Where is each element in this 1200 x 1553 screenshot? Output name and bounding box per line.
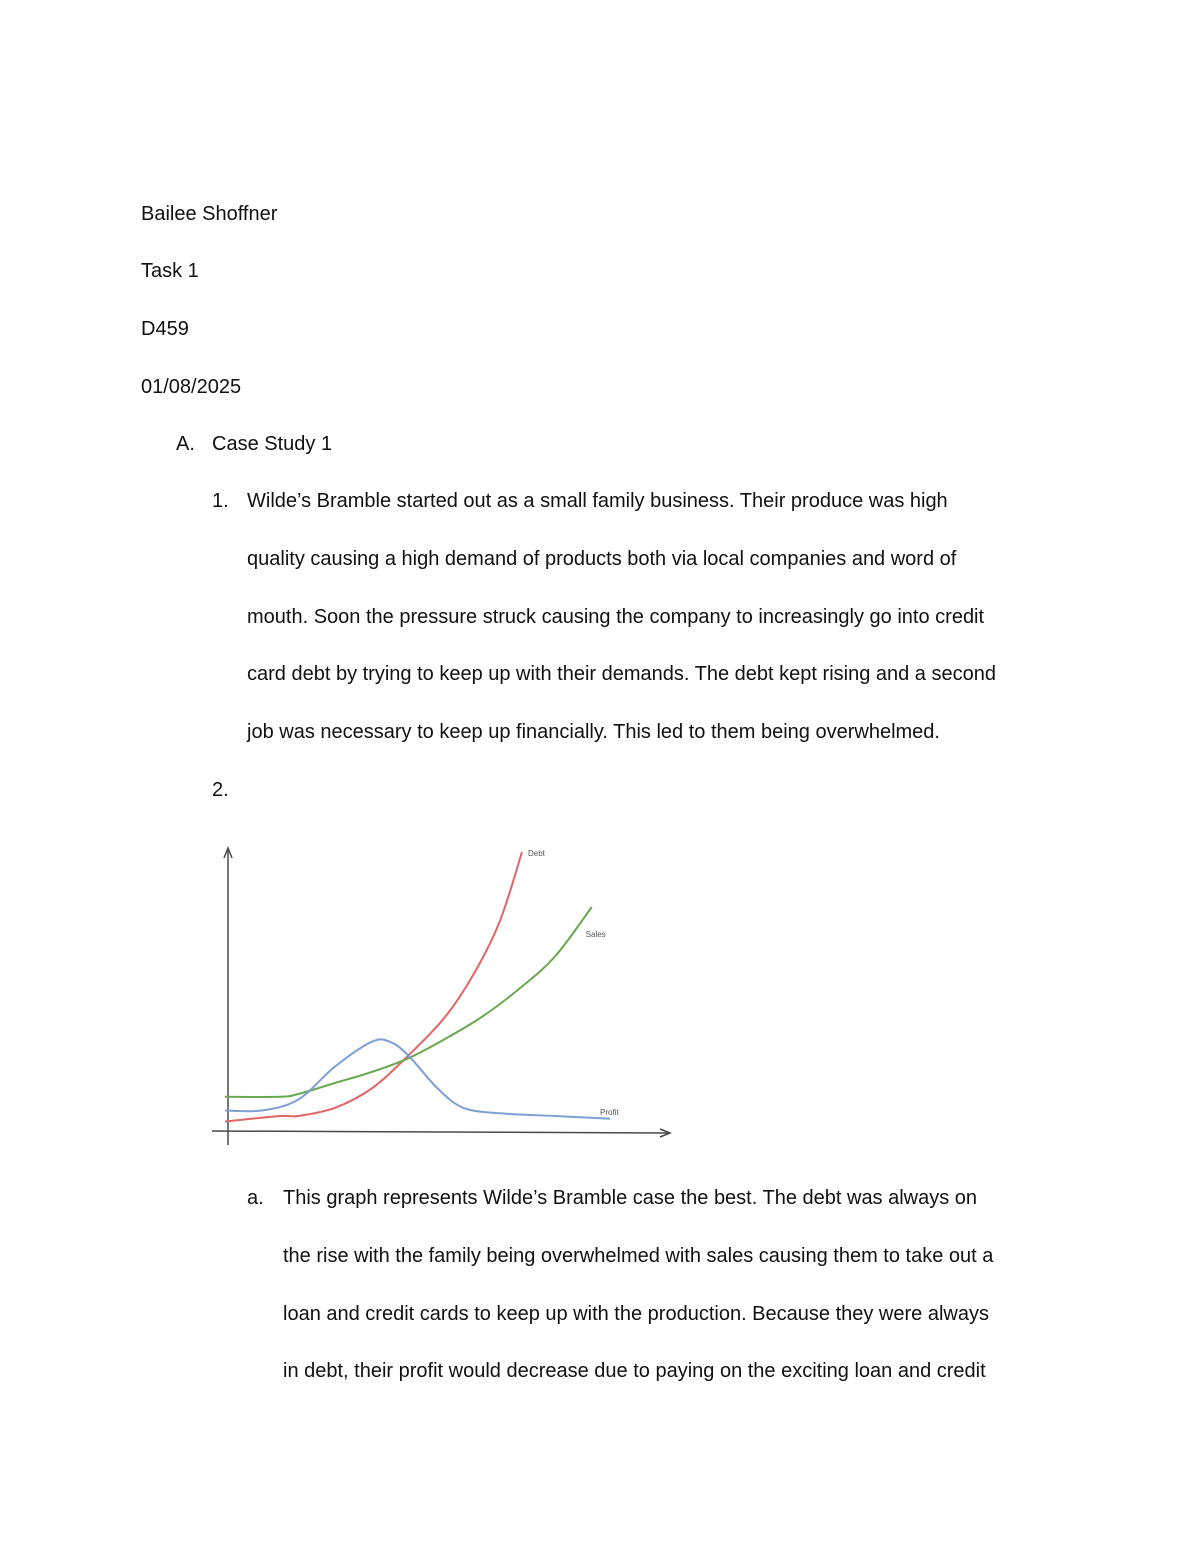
series-sales-line — [225, 907, 592, 1097]
series-debt-line — [225, 852, 522, 1122]
item-1-line: card debt by trying to keep up with their demands. The debt kept rising and a second — [247, 663, 996, 685]
item-2a-marker: a. — [247, 1187, 264, 1209]
x-axis — [212, 1131, 670, 1133]
series-label-sales: Sales — [585, 930, 606, 939]
item-1-line: Wilde’s Bramble started out as a small family business. Their produce was high — [247, 490, 948, 512]
course-code: D459 — [141, 318, 189, 340]
item-1-marker: 1. — [212, 490, 229, 512]
task-label: Task 1 — [141, 260, 199, 282]
item-1-line: job was necessary to keep up financially. This led to them being overwhelmed. — [247, 721, 940, 743]
item-2a-line: This graph represents Wilde’s Bramble case the best. The debt was always on — [283, 1187, 978, 1209]
date: 01/08/2025 — [141, 376, 242, 398]
item-2a-line: loan and credit cards to keep up with the production. Because they were always — [283, 1303, 989, 1325]
item-2a-line: in debt, their profit would decrease due to paying on the exciting loan and credit — [283, 1360, 986, 1382]
series-label-profit: Profit — [600, 1107, 619, 1117]
item-2-marker: 2. — [212, 779, 229, 801]
line-chart — [200, 840, 680, 1150]
section-a-marker: A. — [176, 433, 195, 455]
section-a-title: Case Study 1 — [212, 433, 333, 455]
author-name: Bailee Shoffner — [141, 203, 278, 225]
item-1-line: quality causing a high demand of products both via local companies and word of — [247, 548, 957, 570]
item-2a-line: the rise with the family being overwhelmed with sales causing them to take out a — [283, 1245, 994, 1267]
series-label-debt: Debt — [528, 849, 545, 858]
series-profit-line — [225, 1039, 610, 1118]
item-1-line: mouth. Soon the pressure struck causing the company to increasingly go into credit — [247, 606, 985, 628]
